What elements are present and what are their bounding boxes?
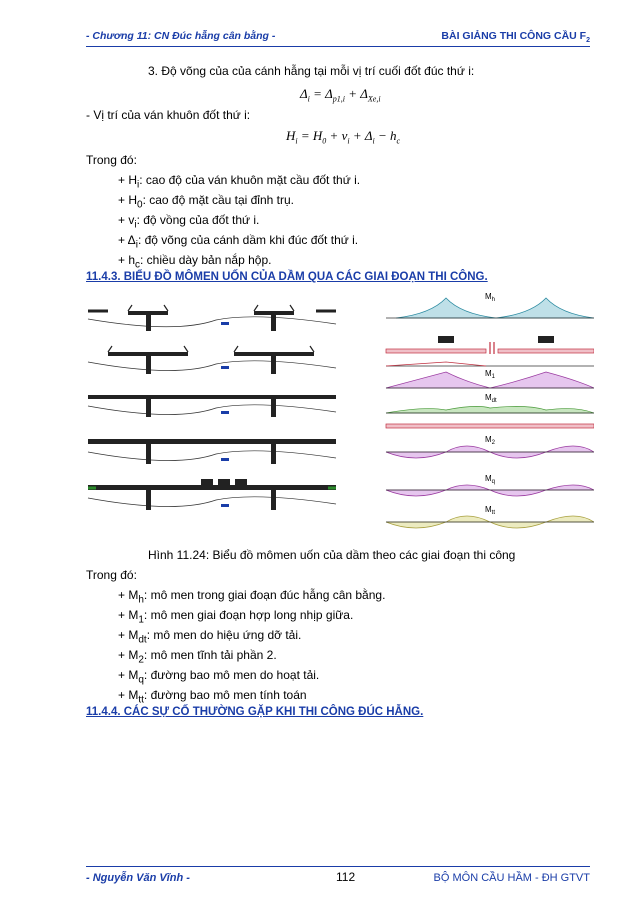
list-item xyxy=(118,628,301,647)
item-pre: + M xyxy=(118,588,139,602)
f1-plus: + Δ xyxy=(345,86,368,101)
item-pre: + v xyxy=(118,213,135,227)
header-course xyxy=(441,30,590,44)
figure-caption: Hình 11.24: Biểu đồ mômen uốn của dầm theo các giai đoạn thi công xyxy=(148,548,516,562)
item-post: : mô men giai đoạn hợp long nhịp giữa. xyxy=(143,608,354,622)
f2-h: H xyxy=(286,128,296,143)
item-post: : độ vồng của đốt thứ i. xyxy=(136,213,260,227)
item-post: : mô men trong giai đoạn đúc hẫng cân bằng. xyxy=(143,588,386,602)
moment-diagram-mq xyxy=(386,474,594,496)
item-sub: i xyxy=(137,179,140,191)
label-mtt: $M_{tt}$ xyxy=(485,505,496,516)
item-pre: + M xyxy=(118,668,139,682)
list-item xyxy=(118,173,360,192)
paragraph-formwork: - Vị trí của ván khuôn đốt thứ i: xyxy=(86,108,251,122)
f1-lhs: Δ xyxy=(300,86,308,101)
construction-stage-2 xyxy=(88,346,336,374)
item-pre: + M xyxy=(118,688,139,702)
item-sub: c xyxy=(135,259,141,271)
list-item xyxy=(118,213,259,232)
item-sub: h xyxy=(138,594,144,606)
item-post: : độ võng của cánh dầm khi đúc đốt thứ i. xyxy=(137,233,359,247)
f2-plus-v: + v xyxy=(326,128,348,143)
paragraph-deflection: 3. Độ võng của của cánh hẫng tại mỗi vị trí cuối đốt đúc thứ i: xyxy=(148,64,475,78)
label-mh: $M_h$ xyxy=(485,292,496,303)
label-m2: $M_2$ xyxy=(485,435,496,446)
list-item xyxy=(118,608,353,627)
footer-department: BỘ MÔN CẦU HẦM - ĐH GTVT xyxy=(433,872,590,884)
construction-stage-3 xyxy=(88,395,336,417)
section-heading-incidents: 11.4.4. CÁC SỰ CỐ THƯỜNG GẶP KHI THI CÔNG ĐÚC HẪNG. xyxy=(86,706,424,718)
moment-diagram-mtt xyxy=(386,505,594,528)
label-mq: $M_q$ xyxy=(485,474,496,485)
label-mdt: $M_{dt}$ xyxy=(485,393,497,404)
page-header xyxy=(86,26,590,47)
f1-eq: = Δ xyxy=(309,86,333,101)
item-sub: 0 xyxy=(137,199,143,211)
item-sub: dt xyxy=(138,634,147,646)
moment-diagram-mh xyxy=(386,292,594,343)
construction-stage-4 xyxy=(88,439,336,464)
list-item xyxy=(118,588,385,607)
item-pre: + Δ xyxy=(118,233,136,247)
figure-moment-diagrams xyxy=(86,284,594,536)
item-post: : đường bao mô men do hoạt tải. xyxy=(143,668,320,682)
list-item xyxy=(118,688,307,707)
item-post: : đường bao mô men tính toán xyxy=(143,688,307,702)
header-chapter: - Chương 11: CN Đúc hẫng cân bằng - xyxy=(86,30,276,42)
header-course-sub: 2 xyxy=(586,37,590,45)
item-sub: q xyxy=(138,674,144,686)
formula-deflection xyxy=(300,86,381,104)
item-post: : chiều dày bản nắp hộp. xyxy=(140,253,272,267)
footer-author: - Nguyễn Văn Vĩnh - xyxy=(86,872,190,884)
item-sub: tt xyxy=(138,694,144,706)
f2-eq: = H xyxy=(297,128,323,143)
item-sub: i xyxy=(135,239,138,251)
paragraph-where-2: Trong đó: xyxy=(86,568,137,582)
f2-hi-sub: i xyxy=(295,136,298,146)
item-post: : cao độ của ván khuôn mặt cầu đốt thứ i. xyxy=(139,173,361,187)
list-item xyxy=(118,193,294,212)
item-post: : mô men tĩnh tải phần 2. xyxy=(143,648,277,662)
list-item xyxy=(118,253,271,272)
header-course-title: BÀI GIẢNG THI CÔNG CẦU F xyxy=(441,30,587,42)
item-pre: + H xyxy=(118,193,138,207)
construction-stage-5 xyxy=(88,479,336,510)
page-footer xyxy=(86,866,590,887)
f2-hc-sub: c xyxy=(396,136,401,146)
f2-plus-d: + Δ xyxy=(349,128,373,143)
f1-lhs-sub: i xyxy=(307,94,310,104)
list-item xyxy=(118,668,319,687)
item-pre: + H xyxy=(118,173,138,187)
f2-v-sub: i xyxy=(347,136,350,146)
section-heading-moment: 11.4.3. BIỂU ĐỒ MÔMEN UỐN CỦA DẦM QUA CÁC GIAI ĐOẠN THI CÔNG. xyxy=(86,271,488,283)
item-pre: + M xyxy=(118,648,139,662)
f2-d-sub: i xyxy=(372,136,375,146)
f1-t1-sub: p1,i xyxy=(332,94,346,104)
moment-diagram-closure xyxy=(386,342,594,366)
label-m1: $M_1$ xyxy=(485,369,496,380)
item-post: : cao độ mặt cầu tại đỉnh trụ. xyxy=(142,193,294,207)
construction-stage-1 xyxy=(88,305,336,331)
moment-diagram-m1 xyxy=(386,369,594,388)
item-pre: + M xyxy=(118,628,139,642)
page-number: 112 xyxy=(336,870,356,884)
list-item xyxy=(118,648,277,667)
item-pre: + h xyxy=(118,253,136,267)
formula-formwork xyxy=(286,128,400,146)
item-post: : mô men do hiệu ứng dỡ tải. xyxy=(146,628,302,642)
moment-diagram-m2 xyxy=(386,435,594,458)
moment-diagram-mdt xyxy=(386,393,594,428)
item-sub: 1 xyxy=(138,614,144,626)
f2-minus-h: − h xyxy=(374,128,397,143)
f2-h0-sub: 0 xyxy=(322,136,327,146)
item-pre: + M xyxy=(118,608,139,622)
paragraph-where-1: Trong đó: xyxy=(86,153,137,167)
item-sub: 2 xyxy=(138,654,144,666)
f1-t2-sub: Xe,i xyxy=(367,94,381,104)
list-item xyxy=(118,233,358,252)
item-sub: i xyxy=(134,219,137,231)
